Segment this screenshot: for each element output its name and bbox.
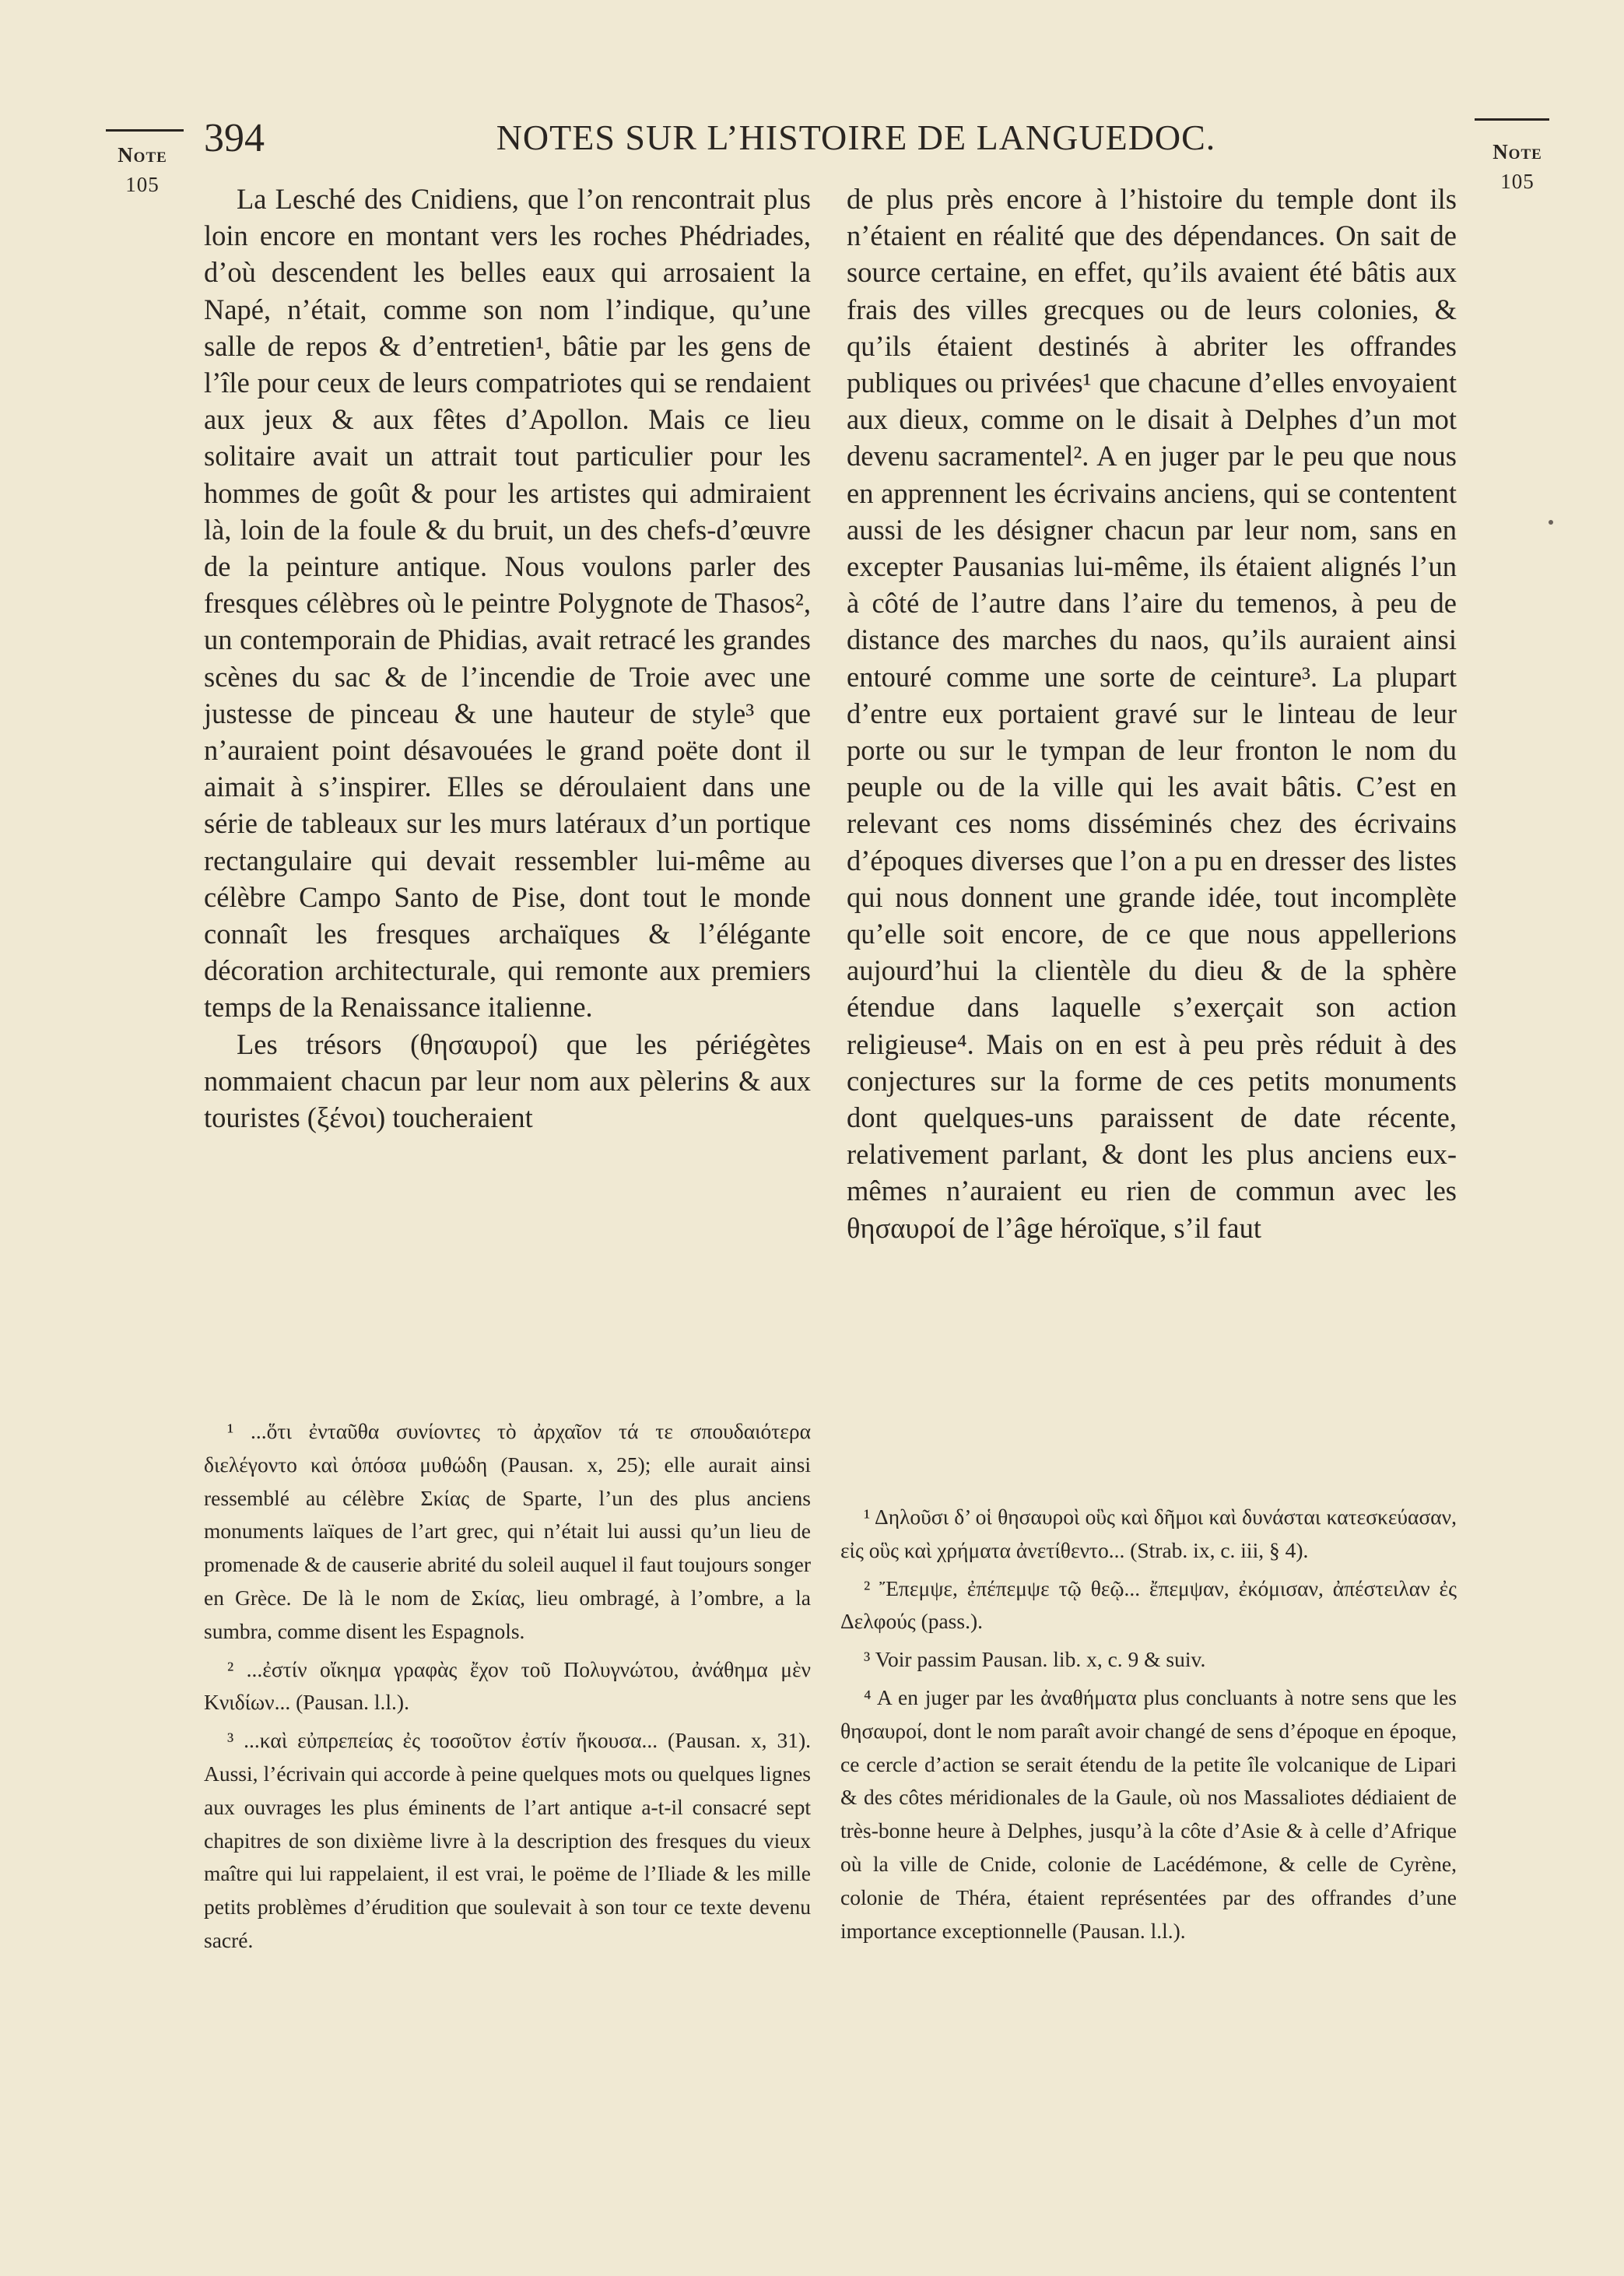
left-footnotes	[204, 1415, 811, 1962]
right-text-column	[847, 181, 1457, 1246]
left-margin-note-number: 105	[125, 173, 160, 196]
footnote-left-2: ² ...ἐστίν οἴκημα γραφὰς ἔχον τοῦ Πολυγνώτου, ἀνάθημα μὲν Κνιδίων... (Pausan. l.l.).	[204, 1656, 811, 1715]
footnote-right-4: ⁴ A en juger par les ἀναθήματα plus concluants à notre sens que les θησαυροί, dont le nom paraît avoir changé de sens d’époque en époque, ce cercle d’action se serait étendu de la petite île volcanique de Lipari & des côtes méridionales de la Gaule, où nos Massaliotes dédiaient de très-bonne heure à Delphes, jusqu’à la côte d’Asie & à celle d’Afrique où la ville de Cnide, colonie de Lacédémone, & celle de Cyrène, colonie de Théra, étaient représentées par des offrandes d’une importance exceptionnelle (Pausan. l.l.).	[840, 1684, 1457, 1943]
left-margin-note	[100, 140, 185, 199]
footnote-right-2: ² Ἔπεμψε, ἐπέπεμψε τῷ θεῷ... ἔπεμψαν, ἐκόμισαν, ἀπέστειλαν ἐς Δελφούς (pass.).	[840, 1575, 1457, 1634]
right-margin-rule	[1475, 118, 1549, 121]
right-margin-note-label: Note	[1492, 140, 1542, 163]
paper-speck	[1549, 520, 1553, 525]
left-margin-note-label: Note	[118, 143, 167, 167]
left-paragraph-1: La Lesché des Cnidiens, que l’on rencontrait plus loin encore en montant vers les roches Phédriades, d’où descendent les belles eaux qui arrosaient la Napé, n’était, comme son nom l’indique, qu’une salle de repos & d’entretien¹, bâtie par les gens de l’île pour ceux de leurs compatriotes qui se rendaient aux jeux & aux fêtes d’Apollon. Mais ce lieu solitaire avait un attrait tout particulier pour les hommes de goût & pour les artistes qui admiraient là, loin de la foule & du bruit, un des chefs-d’œuvre de la peinture antique. Nous voulons parler des fresques célèbres où le peintre Polygnote de Thasos², un contemporain de Phidias, avait retracé les grandes scènes du sac & de l’incendie de Troie avec une justesse de pinceau & une hauteur de style³ que n’auraient point désavouées le grand poëte dont il aimait à s’inspirer. Elles se déroulaient dans une série de tableaux sur les murs latéraux d’un portique rectangulaire qui devait ressembler lui-même au célèbre Campo Santo de Pise, dont tout le monde connaît les fresques archaïques & l’élégante décoration architecturale, qui remonte aux premiers temps de la Renaissance italienne.	[204, 183, 811, 1024]
right-margin-note-number: 105	[1500, 170, 1535, 193]
running-head: NOTES SUR L’HISTOIRE DE LANGUEDOC.	[496, 118, 1216, 157]
right-footnotes	[840, 1501, 1457, 1952]
page-number: 394	[204, 116, 265, 160]
left-margin-rule	[106, 129, 184, 132]
right-paragraph-1: de plus près encore à l’histoire du temple dont ils n’étaient en réalité que des dépendances. On sait de source certaine, en effet, qu’ils avaient été bâtis aux frais des villes grecques ou de leurs colonies, & qu’ils étaient destinés à abriter les offrandes publiques ou privées¹ que chacune d’elles envoyaient aux dieux, comme on le disait à Delphes d’un mot devenu sacramentel². A en juger par le peu que nous en apprennent les écrivains anciens, qui se contentent aussi de les désigner chacun par leur nom, sans en excepter Pausanias lui-même, ils étaient alignés l’un à côté de l’autre dans l’aire du temenos, à peu de distance des marches du naos, qu’ils auraient ainsi entouré comme une sorte de ceinture³. La plupart d’entre eux portaient gravé sur le linteau de leur porte ou sur le tympan de leur fronton le nom du peuple ou de la ville qui les avait bâtis. C’est en relevant ces noms disséminés chez des écrivains d’époques diverses que l’on a pu en dresser des listes qui nous donnent une grande idée, tout incomplète qu’elle soit encore, de ce que nous appellerions aujourd’hui la clientèle du dieu & de la sphère étendue dans laquelle s’exerçait son action religieuse⁴. Mais on en est à peu près réduit à des conjectures sur la forme de ces petits monuments dont quelques-uns paraissent de date récente, relativement parlant, & dont les plus anciens eux-mêmes n’auraient eu rien de commun avec les θησαυροί de l’âge héroïque, s’il faut	[847, 183, 1457, 1244]
left-text-column	[204, 181, 811, 1136]
right-margin-note	[1475, 137, 1560, 196]
footnote-left-1: ¹ ...ὅτι ἐνταῦθα συνίοντες τὸ ἀρχαῖον τά τε σπουδαιότερα διελέγοντο καὶ ὁπόσα μυθώδη (Pausan. x, 25); elle aurait ainsi ressemblé au célèbre Σκίας de Sparte, l’un des plus anciens monuments laïques de l’art grec, qui n’était lui aussi qu’un lieu de promenade & de causerie abrité du soleil auquel il faut toujours songer en Grèce. De là le nom de Σκίας, lieu ombragé, à l’ombre, a la sumbra, comme disent les Espagnols.	[204, 1419, 811, 1643]
footnote-right-1: ¹ Δηλοῦσι δ’ οἱ θησαυροὶ οὓς καὶ δῆμοι καὶ δυνάσται κατεσκεύασαν, εἰς οὓς καὶ χρήματα ἀνετίθεντο... (Strab. ix, c. iii, § 4).	[840, 1505, 1457, 1562]
footnote-left-3: ³ ...καὶ εὐπρεπείας ἐς τοσοῦτον ἐστίν ἥκουσα... (Pausan. x, 31). Aussi, l’écrivain qui accorde à peine quelques mots ou quelques lignes aux ouvrages les plus éminents de l’art antique a-t-il consacré sept chapitres de son dixième livre à la description des fresques du vieux maître qui lui rappelaient, il est vrai, le poëme de l’Iliade & les mille petits problèmes d’érudition que soulevait à son tour ce texte devenu sacré.	[204, 1728, 811, 1952]
footnote-right-3: ³ Voir passim Pausan. lib. x, c. 9 & suiv.	[864, 1647, 1206, 1672]
left-paragraph-2: Les trésors (θησαυροί) que les périégètes nommaient chacun par leur nom aux pèlerins & aux touristes (ξένοι) toucheraient	[204, 1027, 811, 1134]
